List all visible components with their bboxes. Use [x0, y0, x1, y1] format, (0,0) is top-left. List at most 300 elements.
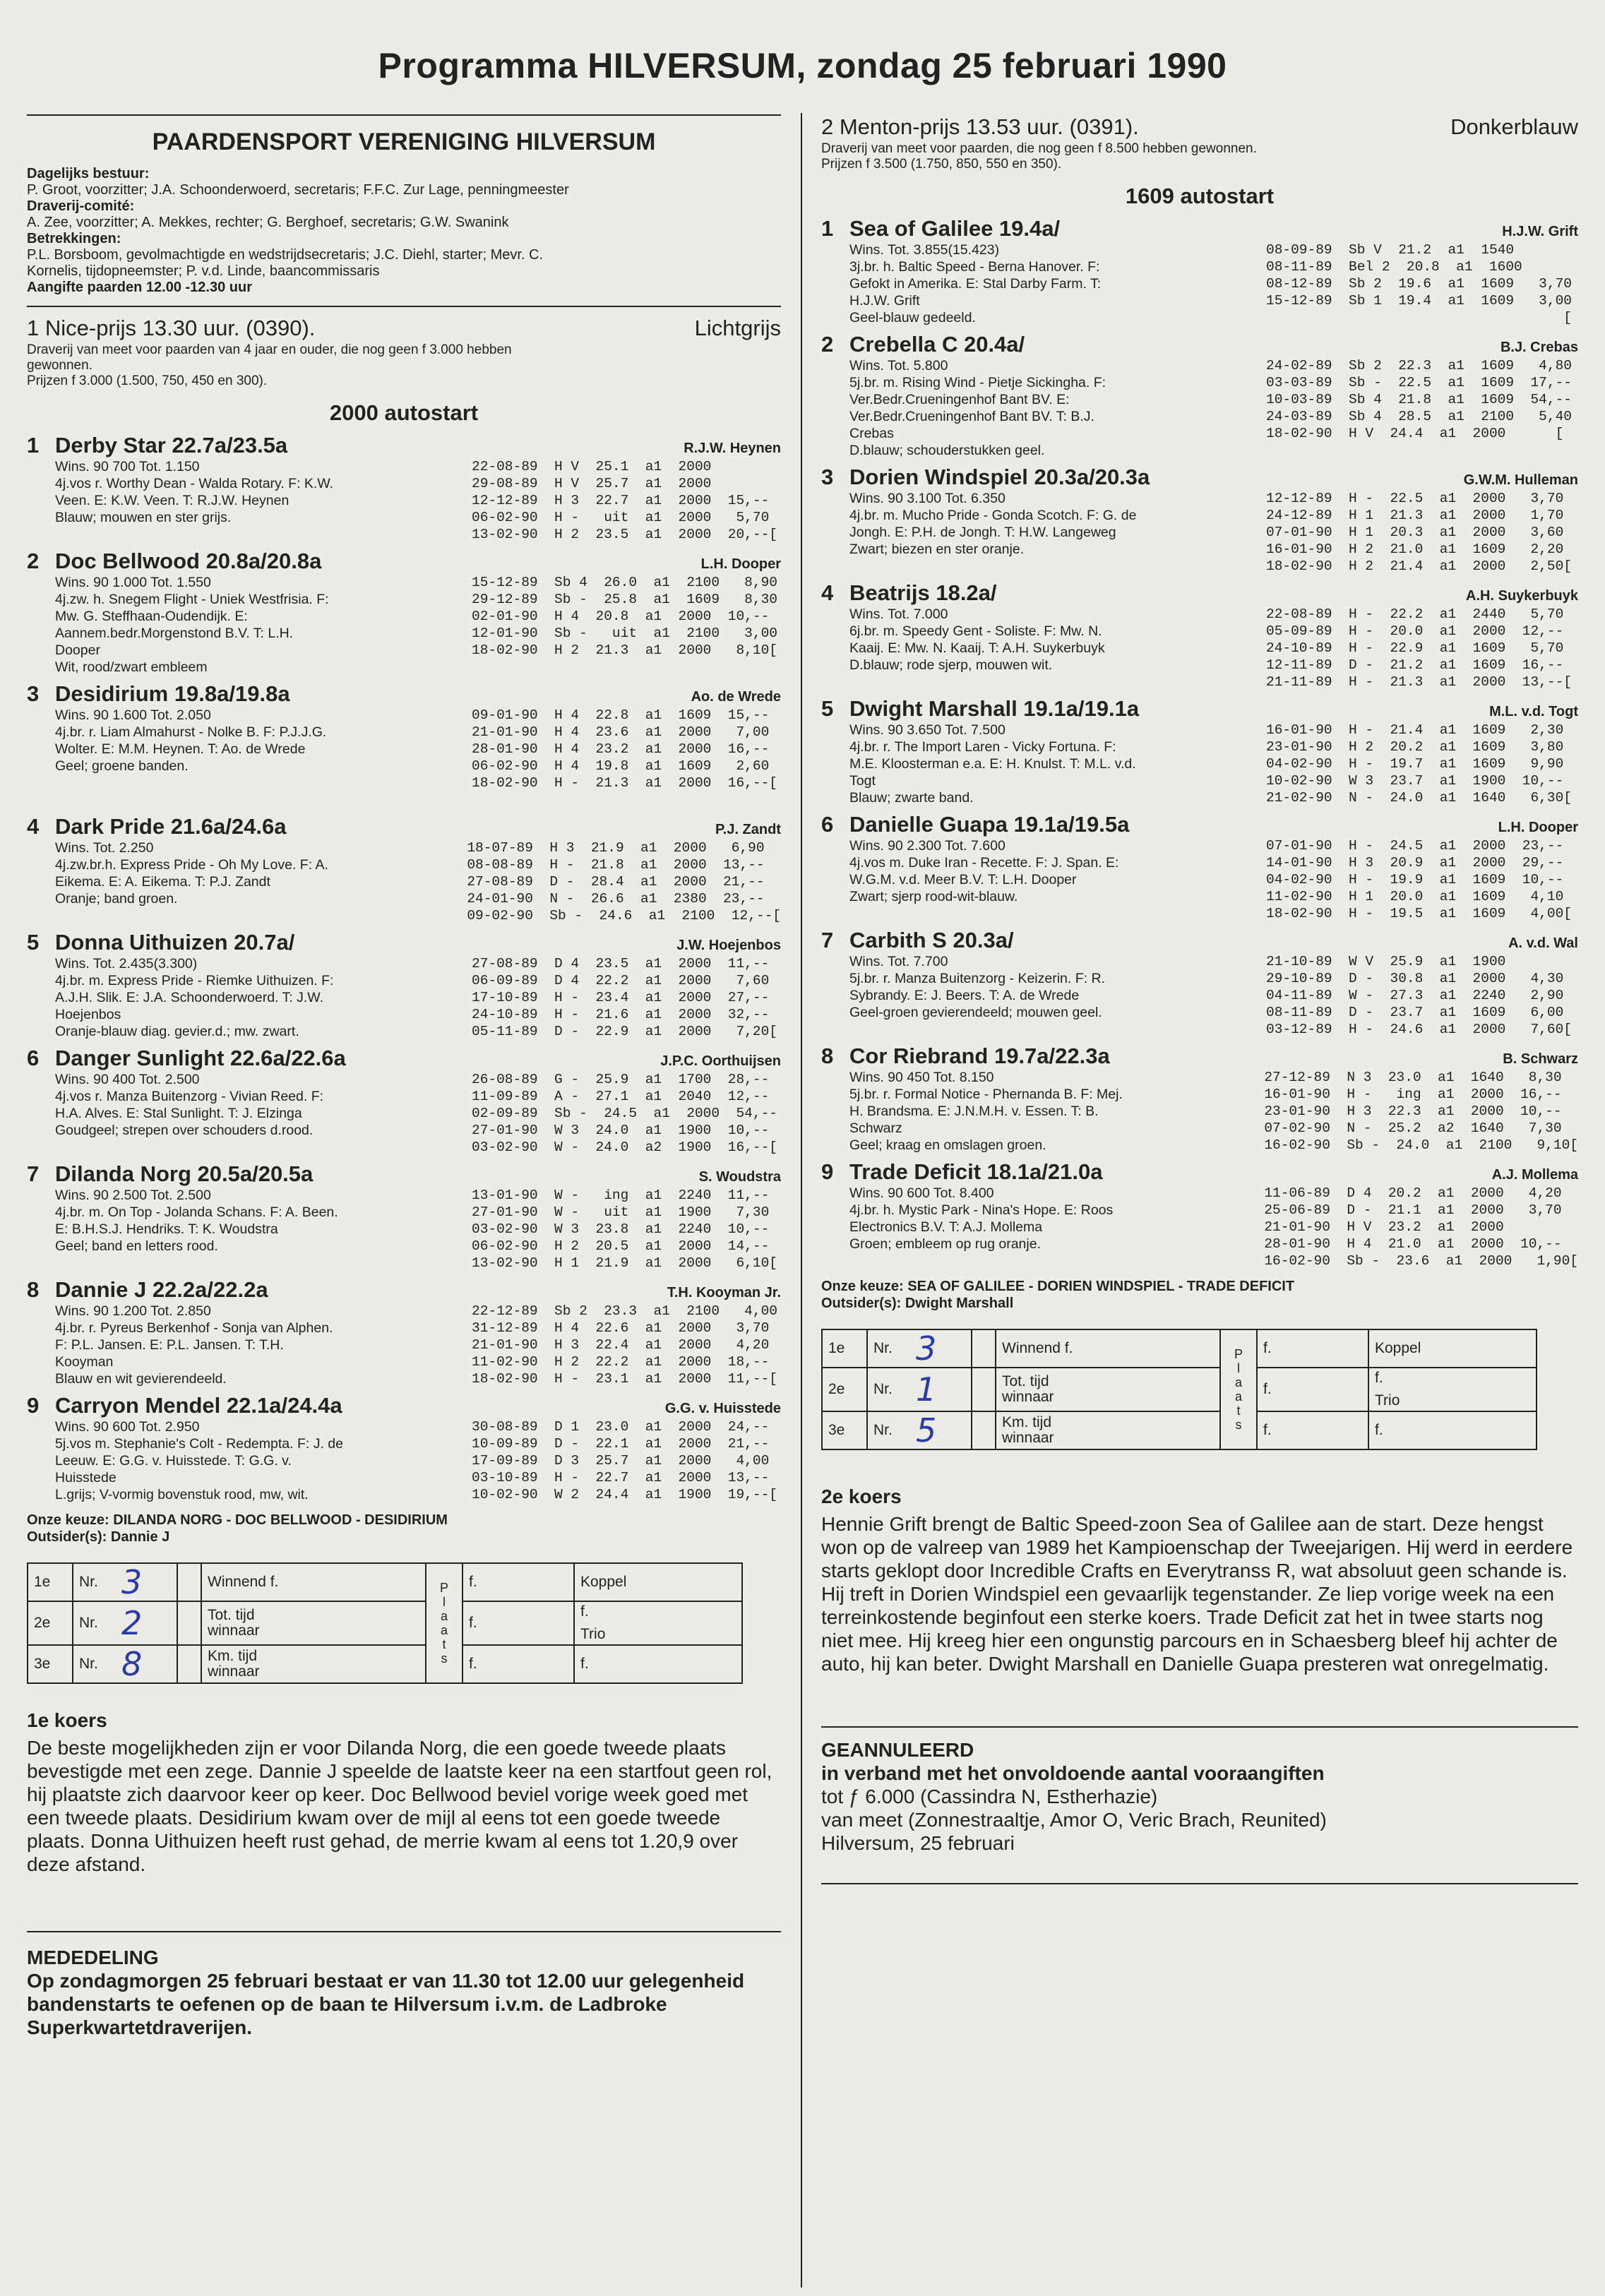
- horse-info-line: Wins. 90 1.600 Tot. 2.050: [55, 707, 211, 723]
- horse-entry: [27, 549, 781, 676]
- geannuleerd-lines: [821, 1785, 1578, 1855]
- horse-number: 3: [821, 465, 834, 489]
- horse-results: [1264, 1069, 1578, 1154]
- horse-results: [467, 839, 781, 924]
- horse-trainer: H.J.W. Grift: [1502, 224, 1578, 239]
- horse-entry: [27, 681, 781, 808]
- horse-header: [27, 433, 781, 458]
- horse-result-line: 18-02-90 H 2 21.4 a1 2000 2,50[: [1266, 558, 1572, 574]
- horse-body: [27, 458, 781, 543]
- horse-header: [821, 812, 1578, 837]
- horse-info-line: Wins. 90 2.500 Tot. 2.500: [55, 1188, 211, 1203]
- race1-keuze: Onze keuze: DILANDA NORG - DOC BELLWOOD - DESIDIRIUM Outsider(s): Dannie J: [27, 1512, 448, 1545]
- horse-info-line: Togt: [849, 773, 876, 789]
- horse-info: [821, 357, 1266, 459]
- horse-result-line: 27-08-89 D 4 23.5 a1 2000 11,--: [472, 956, 770, 971]
- horse-result-line: 17-10-89 H - 23.4 a1 2000 27,--: [472, 990, 770, 1005]
- horse-result-line: 03-10-89 H - 22.7 a1 2000 13,--: [472, 1470, 770, 1485]
- horse-info: [27, 839, 467, 924]
- horse-result-line: 11-06-89 D 4 20.2 a1 2000 4,20: [1264, 1185, 1562, 1201]
- horse-result-line: 08-11-89 Bel 2 20.8 a1 1600: [1266, 259, 1522, 275]
- horse-info-line: Aannem.bedr.Morgenstond B.V. T: L.H.: [55, 626, 294, 641]
- horse-info-line: Crebas: [849, 426, 894, 441]
- horse-name-text: Cor Riebrand 19.7a/22.3a: [849, 1044, 1110, 1068]
- race1-top-rule: [27, 306, 781, 307]
- horse-trainer: L.H. Dooper: [700, 556, 781, 572]
- horse-name: [27, 549, 321, 574]
- horse-result-line: 18-02-90 H 2 21.3 a1 2000 8,10[: [472, 642, 777, 658]
- uitslag-plaats: P l a a t s: [426, 1563, 463, 1683]
- org-title: PAARDENSPORT VERENIGING HILVERSUM: [152, 128, 656, 155]
- horse-result-line: 10-02-90 W 2 24.4 a1 1900 19,--[: [472, 1487, 777, 1502]
- horse-results: [472, 1071, 781, 1156]
- horse-trainer: J.P.C. Oorthuijsen: [660, 1053, 781, 1069]
- horse-info: [27, 458, 472, 543]
- org-line: Kornelis, tijdopneemster; P. v.d. Linde, baancommissaris: [27, 263, 380, 279]
- horse-result-line: 03-12-89 H - 24.6 a1 2000 7,60[: [1266, 1022, 1572, 1037]
- horse-trainer: L.H. Dooper: [1498, 820, 1578, 835]
- uitslag-label-text: Km. tijd: [1002, 1414, 1052, 1430]
- uitslag-trio-label: Trio: [580, 1626, 606, 1642]
- horse-result-line: 14-01-90 H 3 20.9 a1 2000 29,--: [1266, 855, 1564, 871]
- mededeling-rule: [27, 1931, 781, 1932]
- uitslag-handwritten-number[interactable]: 8: [116, 1645, 177, 1683]
- horse-info-line: Wins. 90 3.650 Tot. 7.500: [849, 722, 1006, 738]
- horse-result-line: 22-08-89 H V 25.1 a1 2000: [472, 459, 712, 474]
- horse-info-line: Geel; band en letters rood.: [55, 1238, 218, 1254]
- horse-info-line: Wins. 90 700 Tot. 1.150: [55, 459, 200, 474]
- horse-result-line: 28-01-90 H 4 23.2 a1 2000 16,--: [472, 741, 770, 757]
- horse-info-line: Zwart; sjerp rood-wit-blauw.: [849, 889, 1018, 904]
- horse-info-line: [849, 905, 1266, 922]
- horse-info-line: Mw. G. Steffhaan-Oudendijk. E:: [55, 609, 248, 624]
- uitslag-label: [996, 1368, 1220, 1411]
- horse-name-text: Dilanda Norg 20.5a/20.5a: [55, 1161, 314, 1186]
- horse-info-line: 5j.br. r. Formal Notice - Phernanda B. F: Mej.: [849, 1087, 1123, 1102]
- horse-info-line: 4j.br. m. Mucho Pride - Gonda Scotch. F: G. de: [849, 508, 1137, 523]
- uitslag-label-text: Winnend f.: [1002, 1340, 1073, 1356]
- horse-info-line: Wins. 90 400 Tot. 2.500: [55, 1072, 200, 1087]
- horse-number: 9: [821, 1159, 834, 1184]
- uitslag-f[interactable]: f.: [1257, 1368, 1368, 1411]
- uitslag-koppel[interactable]: Koppel: [1368, 1329, 1537, 1368]
- horse-body: [821, 722, 1578, 806]
- horse-info-line: Wins. Tot. 2.435(3.300): [55, 956, 198, 971]
- horse-number: 8: [821, 1044, 834, 1068]
- horse-number: 7: [27, 1161, 40, 1186]
- horse-info-line: [849, 1252, 1264, 1269]
- uitslag-trio-label: Trio: [1375, 1392, 1400, 1409]
- horse-entry: [27, 1277, 781, 1387]
- horse-info-line: 5j.br. r. Manza Buitenzorg - Keizerin. F: R.: [849, 971, 1105, 986]
- org-line: Aangifte paarden 12.00 -12.30 uur: [27, 280, 253, 295]
- horse-trainer: B.J. Crebas: [1500, 340, 1578, 355]
- horse-name-text: Sea of Galilee 19.4a/: [849, 216, 1061, 241]
- uitslag-trio-f[interactable]: f.: [1368, 1411, 1537, 1449]
- horse-body: [27, 1187, 781, 1272]
- horse-info-line: Wins. 90 2.300 Tot. 7.600: [849, 838, 1006, 854]
- horse-result-line: 27-01-90 W 3 24.0 a1 1900 10,--: [472, 1123, 770, 1138]
- horse-results: [1266, 490, 1578, 575]
- horse-entry: [27, 433, 781, 543]
- horse-name-text: Dannie J 22.2a/22.2a: [55, 1277, 268, 1302]
- horse-name-text: Dark Pride 21.6a/24.6a: [55, 814, 287, 839]
- race1-koers-title: 1e koers: [27, 1709, 107, 1731]
- uitslag-nr-label: Nr.: [867, 1411, 910, 1449]
- horse-name: [821, 928, 1014, 953]
- horse-results: [472, 574, 781, 676]
- horse-results: [472, 1418, 781, 1503]
- horse-result-line: 26-08-89 G - 25.9 a1 1700 28,--: [472, 1072, 770, 1087]
- horse-result-line: 11-09-89 A - 27.1 a1 2040 12,--: [472, 1089, 770, 1104]
- horse-info-line: Blauw; zwarte band.: [849, 790, 974, 806]
- horse-result-line: 18-02-90 H - 19.5 a1 1609 4,00[: [1266, 906, 1572, 921]
- horse-result-line: 07-02-90 N - 25.2 a2 1640 7,30: [1264, 1120, 1562, 1136]
- horse-result-line: 21-11-89 H - 21.3 a1 2000 13,--[: [1266, 674, 1572, 690]
- horse-info-line: Geel-blauw gedeeld.: [849, 310, 976, 325]
- horse-info-line: L.grijs; V-vormig bovenstuk rood, mw, wit.: [55, 1487, 309, 1502]
- horse-info: [27, 1187, 472, 1272]
- horse-info-line: Oranje-blauw diag. gevier.d.; mw. zwart.: [55, 1024, 299, 1039]
- horse-info: [821, 241, 1266, 326]
- horse-name-text: Carryon Mendel 22.1a/24.4a: [55, 1393, 342, 1418]
- horse-entry: [821, 216, 1578, 326]
- horse-header: [27, 1046, 781, 1071]
- horse-name-text: Crebella C 20.4a/: [849, 332, 1025, 357]
- uitslag-f2[interactable]: [574, 1601, 742, 1645]
- race2-horse-list: [821, 216, 1578, 1269]
- horse-header: [821, 1044, 1578, 1069]
- horse-info-line: 4j.br. h. Mystic Park - Nina's Hope. E: Roos: [849, 1202, 1114, 1218]
- horse-info-line: Wins. Tot. 2.250: [55, 840, 154, 856]
- horse-info-line: 3j.br. h. Baltic Speed - Berna Hanover. F:: [849, 259, 1100, 275]
- horse-info-line: Wit, rood/zwart embleem: [55, 659, 208, 675]
- horse-info-line: 5j.vos m. Stephanie's Colt - Redempta. F: J. de: [55, 1436, 343, 1452]
- uitslag-blank: [972, 1368, 996, 1411]
- uitslag-label-text: Km. tijd: [208, 1648, 258, 1664]
- horse-result-line: 12-12-89 H 3 22.7 a1 2000 15,--: [472, 493, 770, 508]
- horse-info-line: [849, 1021, 1266, 1038]
- horse-name: [27, 930, 294, 955]
- horse-name-text: Danielle Guapa 19.1a/19.5a: [849, 812, 1130, 837]
- horse-info: [27, 955, 472, 1040]
- horse-info-line: Blauw; mouwen en ster grijs.: [55, 510, 232, 525]
- uitslag-handwritten-number[interactable]: 3: [910, 1329, 972, 1368]
- horse-trainer: Ao. de Wrede: [691, 689, 781, 705]
- horse-header: [821, 332, 1578, 357]
- race2-name: 2 Menton-prijs 13.53 uur. (0391).: [821, 114, 1139, 139]
- horse-result-line: 13-01-90 W - ing a1 2240 11,--: [472, 1188, 770, 1203]
- horse-results: [472, 1187, 781, 1272]
- horse-name: [821, 1159, 1102, 1185]
- race1-color: Lichtgrijs: [694, 316, 781, 340]
- race-condition-line: Draverij van meet voor paarden van 4 jaar en ouder, die nog geen f 3.000 hebben: [27, 342, 512, 357]
- horse-result-line: 15-12-89 Sb 4 26.0 a1 2100 8,90: [472, 575, 777, 590]
- horse-result-line: 09-01-90 H 4 22.8 a1 1609 15,--: [472, 707, 770, 723]
- uitslag-f-line: f.: [1375, 1370, 1383, 1386]
- horse-number: 2: [27, 549, 40, 573]
- horse-body: [821, 357, 1578, 459]
- horse-entry: [821, 1159, 1578, 1269]
- horse-results: [1266, 606, 1578, 690]
- horse-info: [821, 1185, 1264, 1269]
- horse-info-line: Wins. 90 1.000 Tot. 1.550: [55, 575, 211, 590]
- horse-info: [821, 1069, 1264, 1154]
- horse-result-line: 31-12-89 H 4 22.6 a1 2000 3,70: [472, 1320, 770, 1336]
- horse-name: [821, 216, 1060, 241]
- horse-result-line: 09-02-90 Sb - 24.6 a1 2100 12,--[: [467, 908, 781, 923]
- horse-info-line: Ver.Bedr.Crueningenhof Bant BV. T: B.J.: [849, 409, 1094, 424]
- uitslag-f[interactable]: f.: [1257, 1411, 1368, 1449]
- horse-trainer: J.W. Hoejenbos: [676, 938, 781, 953]
- horse-info-line: Wolter. E: M.M. Heynen. T: Ao. de Wrede: [55, 741, 306, 757]
- race-condition-line: Prijzen f 3.000 (1.500, 750, 450 en 300).: [27, 373, 268, 388]
- horse-entry: [821, 1044, 1578, 1154]
- horse-results: [1266, 953, 1578, 1038]
- horse-info-line: Wins. Tot. 7.000: [849, 606, 948, 622]
- uitslag-f2[interactable]: [1368, 1368, 1537, 1411]
- horse-result-line: 04-02-90 H - 19.7 a1 1609 9,90: [1266, 756, 1564, 772]
- horse-info-line: 4j.vos m. Duke Iran - Recette. F: J. Span. E:: [849, 855, 1119, 871]
- horse-result-line: 16-01-90 H - 21.4 a1 1609 2,30: [1266, 722, 1564, 738]
- horse-result-line: 16-01-90 H 2 21.0 a1 1609 2,20: [1266, 542, 1564, 557]
- geannuleerd-title: GEANNULEERD: [821, 1739, 974, 1761]
- horse-name: [27, 681, 290, 707]
- horse-result-line: 24-01-90 N - 26.6 a1 2380 23,--: [467, 891, 765, 907]
- horse-result-line: 05-09-89 H - 20.0 a1 2000 12,--: [1266, 623, 1564, 639]
- horse-result-line: 04-02-90 H - 19.9 a1 1609 10,--: [1266, 872, 1564, 887]
- uitslag-label: [201, 1563, 426, 1601]
- horse-result-line: 28-01-90 H 4 21.0 a1 2000 10,--: [1264, 1236, 1562, 1252]
- horse-info-line: 4j.vos r. Manza Buitenzorg - Vivian Reed. F:: [55, 1089, 324, 1104]
- horse-number: 1: [821, 216, 834, 241]
- uitslag-label-text: winnaar: [208, 1622, 260, 1639]
- horse-info-line: [849, 558, 1266, 575]
- race1-conditions: [27, 342, 781, 389]
- uitslag-f[interactable]: f.: [463, 1563, 574, 1601]
- horse-info-line: [55, 1139, 472, 1156]
- horse-name: [27, 1161, 313, 1187]
- horse-name: [27, 814, 286, 839]
- horse-name-text: Trade Deficit 18.1a/21.0a: [849, 1159, 1103, 1184]
- horse-trainer: R.J.W. Heynen: [684, 441, 781, 456]
- horse-result-line: 27-08-89 D - 28.4 a1 2000 21,--: [467, 874, 765, 890]
- uitslag-handwritten-number[interactable]: 3: [116, 1563, 177, 1601]
- uitslag-handwritten-number[interactable]: 5: [910, 1411, 972, 1449]
- horse-header: [821, 696, 1578, 722]
- horse-info-line: H. Brandsma. E: J.N.M.H. v. Essen. T: B.: [849, 1104, 1099, 1119]
- horse-info-line: D.blauw; schouderstukken geel.: [849, 443, 1045, 458]
- org-line: P. Groot, voorzitter; J.A. Schoonderwoerd, secretaris; F.F.C. Zur Lage, penningmeester: [27, 182, 569, 198]
- horse-header: [821, 580, 1578, 606]
- horse-info-line: Huisstede: [55, 1470, 117, 1485]
- horse-entry: [821, 812, 1578, 922]
- horse-info-line: W.G.M. v.d. Meer B.V. T: L.H. Dooper: [849, 872, 1077, 887]
- horse-result-line: 21-01-90 H V 23.2 a1 2000: [1264, 1219, 1504, 1235]
- horse-result-line: 23-01-90 H 2 20.2 a1 1609 3,80: [1266, 739, 1564, 755]
- uitslag-blank: [972, 1411, 996, 1449]
- horse-name: [821, 580, 997, 606]
- horse-result-line: 02-09-89 Sb - 24.5 a1 2000 54,--: [472, 1106, 777, 1121]
- uitslag-label: [201, 1645, 426, 1683]
- horse-result-line: 11-02-90 H 2 22.2 a1 2000 18,--: [472, 1354, 770, 1370]
- org-line: Draverij-comité:: [27, 198, 135, 214]
- horse-result-line: 16-02-90 Sb - 23.6 a1 2000 1,90[: [1264, 1253, 1578, 1269]
- uitslag-blank: [177, 1645, 201, 1683]
- column-divider: [801, 113, 802, 2288]
- horse-number: 6: [821, 812, 834, 837]
- horse-body: [27, 1303, 781, 1387]
- org-info: [27, 166, 781, 296]
- horse-result-line: [472, 659, 781, 676]
- horse-number: 1: [27, 433, 40, 458]
- horse-result-line: 17-09-89 D 3 25.7 a1 2000 4,00: [472, 1453, 770, 1469]
- horse-header: [821, 465, 1578, 490]
- horse-result-line: 05-11-89 D - 22.9 a1 2000 7,20[: [472, 1024, 777, 1039]
- horse-entry: [27, 1046, 781, 1156]
- horse-info-line: Gefokt in Amerika. E: Stal Darby Farm. T:: [849, 276, 1102, 292]
- horse-body: [27, 955, 781, 1040]
- horse-info-line: Wins. 90 3.100 Tot. 6.350: [849, 491, 1006, 506]
- horse-info-line: Wins. 90 600 Tot. 2.950: [55, 1419, 200, 1435]
- horse-result-line: 21-02-90 N - 24.0 a1 1640 6,30[: [1266, 790, 1572, 806]
- race2-koers-text: Hennie Grift brengt de Baltic Speed-zoon Sea of Galilee aan de start. Deze hengst won op de valreep van 1989 het Kampioenschap der Tweejarigen. Hij werd in eerdere starts geklopt door Incredible Crafts en Everytranss R, wat absoluut geen schande is. Hij treft in Dorien Windspiel een gevaarlijk tegenstander. Ze liep vorige week na een terreinkostende beginfout een sterke koers. Trade Deficit zat het in twee starts nog niet mee. Hij kreeg hier een ongunstig parcours en in Schaesberg bleef hij achter de auto, hij kan beter. Dwight Marshall en Danielle Guapa presteren wat onregelmatig.: [821, 1513, 1573, 1675]
- horse-result-line: 18-07-89 H 3 21.9 a1 2000 6,90: [467, 840, 765, 856]
- horse-info-line: Wins. Tot. 5.800: [849, 358, 948, 373]
- horse-result-line: 11-02-90 H 1 20.0 a1 1609 4,10: [1266, 889, 1564, 904]
- horse-result-line: 06-02-90 H 4 19.8 a1 1609 2,60: [472, 758, 770, 774]
- mededeling-text: Op zondagmorgen 25 februari bestaat er van 11.30 tot 12.00 uur gelegenheid bandenstarts te oefenen op de baan te Hilversum i.v.m. de Ladbroke Superkwartetdraverijen.: [27, 1970, 745, 2038]
- geannuleerd-line: tot ƒ 6.000 (Cassindra N, Estherhazie): [821, 1786, 1158, 1807]
- horse-info-line: Dooper: [55, 642, 100, 658]
- uitslag-handwritten-number[interactable]: 1: [910, 1368, 972, 1411]
- horse-result-line: 10-09-89 D - 22.1 a1 2000 21,--: [472, 1436, 770, 1452]
- horse-info-line: Electronics B.V. T: A.J. Mollema: [849, 1219, 1043, 1235]
- race2-result-table: [821, 1329, 1578, 1450]
- horse-result-line: 08-08-89 H - 21.8 a1 2000 13,--: [467, 857, 765, 873]
- horse-result-line: 27-12-89 N 3 23.0 a1 1640 8,30: [1264, 1070, 1562, 1085]
- horse-info: [27, 707, 472, 808]
- horse-info-line: 4j.br. r. The Import Laren - Vicky Fortuna. F:: [849, 739, 1116, 755]
- horse-info-line: 6j.br. m. Speedy Gent - Soliste. F: Mw. N.: [849, 623, 1102, 639]
- horse-results: [472, 458, 781, 543]
- horse-result-line: 08-11-89 D - 23.7 a1 1609 6,00: [1266, 1005, 1564, 1020]
- horse-results: [1266, 837, 1578, 922]
- horse-name: [821, 1044, 1110, 1069]
- horse-info-line: Zwart; biezen en ster oranje.: [849, 542, 1025, 557]
- org-line: A. Zee, voorzitter; A. Mekkes, rechter; G. Berghoef, secretaris; G.W. Swanink: [27, 215, 509, 230]
- horse-results: [1264, 1185, 1578, 1269]
- left-column: [27, 114, 781, 2039]
- uitslag-f-line: f.: [580, 1603, 589, 1620]
- uitslag-rank: 1e: [822, 1329, 867, 1368]
- horse-info-line: 4j.zw. h. Snegem Flight - Uniek Westfrisia. F:: [55, 592, 329, 607]
- horse-results: [1266, 722, 1578, 806]
- horse-name: [821, 465, 1150, 490]
- race1-horse-list: [27, 433, 781, 1503]
- race1-header: [27, 316, 781, 341]
- uitslag-koppel[interactable]: Koppel: [574, 1563, 742, 1601]
- horse-body: [27, 574, 781, 676]
- horse-name: [821, 696, 1139, 722]
- race1-koers-text: De beste mogelijkheden zijn er voor Dilanda Norg, die een goede tweede plaats bevestigde met een zege. Dannie J speelde de laatste keer na een startfout geen rol, hij plaatste zich daarvoor keer op keer. Doc Bellwood beviel vorige week goed met een tweede plaats. Desidirium kwam over de mijl al eens tot een goede tweede plaats. Donna Uithuizen heeft rust gehad, de merrie kwam al eens tot 1.20,9 over deze afstand.: [27, 1737, 772, 1875]
- horse-name-text: Dwight Marshall 19.1a/19.1a: [849, 696, 1140, 721]
- uitslag-plaats: P l a a t s: [1220, 1329, 1257, 1449]
- horse-info-line: Oranje; band groen.: [55, 891, 178, 907]
- horse-info-line: Wins. Tot. 3.855(15.423): [849, 242, 1000, 258]
- horse-body: [821, 241, 1578, 326]
- horse-result-line: 12-11-89 D - 21.2 a1 1609 16,--: [1266, 657, 1564, 673]
- horse-result-line: 06-02-90 H - uit a1 2000 5,70: [472, 510, 770, 525]
- geannuleerd-line: van meet (Zonnestraaltje, Amor O, Veric Brach, Reunited): [821, 1809, 1327, 1831]
- horse-name-text: Carbith S 20.3a/: [849, 928, 1014, 952]
- horse-info-line: 4j.vos r. Worthy Dean - Walda Rotary. F: K.W.: [55, 476, 334, 491]
- horse-info-line: Kooyman: [55, 1354, 114, 1370]
- right-column: [821, 114, 1578, 1884]
- org-line: P.L. Borsboom, gevolmachtigde en wedstrijdsecretaris; J.C. Diehl, starter; Mevr. C.: [27, 247, 544, 263]
- horse-body: [27, 839, 781, 924]
- uitslag-f[interactable]: f.: [1257, 1329, 1368, 1368]
- horse-info-line: Schwarz: [849, 1120, 902, 1136]
- horse-info-line: D.blauw; rode sjerp, mouwen wit.: [849, 657, 1053, 673]
- race2-header: [821, 114, 1578, 140]
- uitslag-table: [821, 1329, 1537, 1450]
- horse-result-line: [1266, 442, 1578, 459]
- uitslag-label: [996, 1411, 1220, 1449]
- uitslag-rank: 1e: [28, 1563, 73, 1601]
- horse-name: [821, 812, 1129, 837]
- horse-name: [27, 433, 287, 458]
- horse-info-line: 4j.br. m. Express Pride - Riemke Uithuizen. F:: [55, 973, 334, 988]
- org-line: Dagelijks bestuur:: [27, 166, 150, 181]
- uitslag-trio-f[interactable]: f.: [574, 1645, 742, 1683]
- horse-entry: [27, 814, 781, 924]
- uitslag-label: [201, 1601, 426, 1645]
- race-condition-line: gewonnen.: [27, 358, 93, 373]
- horse-info-line: [55, 907, 467, 924]
- horse-name-text: Dorien Windspiel 20.3a/20.3a: [849, 465, 1150, 489]
- org-line: Betrekkingen:: [27, 231, 121, 246]
- uitslag-blank: [177, 1601, 201, 1645]
- horse-name-text: Beatrijs 18.2a/: [849, 580, 997, 605]
- horse-info-line: Wins. 90 600 Tot. 8.400: [849, 1185, 994, 1201]
- horse-name-text: Derby Star 22.7a/23.5a: [55, 433, 288, 458]
- uitslag-f[interactable]: f.: [463, 1645, 574, 1683]
- horse-info-line: 4j.br. m. On Top - Jolanda Schans. F: A. Been.: [55, 1204, 338, 1220]
- horse-info-line: Wins. 90 450 Tot. 8.150: [849, 1070, 994, 1085]
- horse-result-line: 18-02-90 H - 21.3 a1 2000 16,--[: [472, 775, 777, 791]
- horse-result-line: 27-01-90 W - uit a1 1900 7,30: [472, 1204, 770, 1220]
- horse-info: [821, 722, 1266, 806]
- horse-header: [821, 1159, 1578, 1185]
- page-title: Programma HILVERSUM, zondag 25 februari 1990: [378, 46, 1227, 85]
- uitslag-rank: 2e: [822, 1368, 867, 1411]
- geannuleerd-rule: [821, 1726, 1578, 1728]
- uitslag-handwritten-number[interactable]: 2: [116, 1601, 177, 1645]
- uitslag-label-text: winnaar: [208, 1663, 260, 1680]
- horse-result-line: [: [1266, 310, 1572, 325]
- uitslag-label-text: winnaar: [1002, 1430, 1054, 1446]
- horse-info-line: Groen; embleem op rug oranje.: [849, 1236, 1041, 1252]
- horse-result-line: 24-12-89 H 1 21.3 a1 2000 1,70: [1266, 508, 1564, 523]
- horse-info-line: Sybrandy. E: J. Beers. T: A. de Wrede: [849, 988, 1080, 1003]
- uitslag-nr-label: Nr.: [867, 1368, 910, 1411]
- horse-info: [821, 490, 1266, 575]
- horse-body: [821, 1185, 1578, 1269]
- horse-result-line: 16-02-90 Sb - 24.0 a1 2100 9,10[: [1264, 1137, 1578, 1153]
- horse-number: 4: [27, 814, 40, 839]
- uitslag-f[interactable]: f.: [463, 1601, 574, 1645]
